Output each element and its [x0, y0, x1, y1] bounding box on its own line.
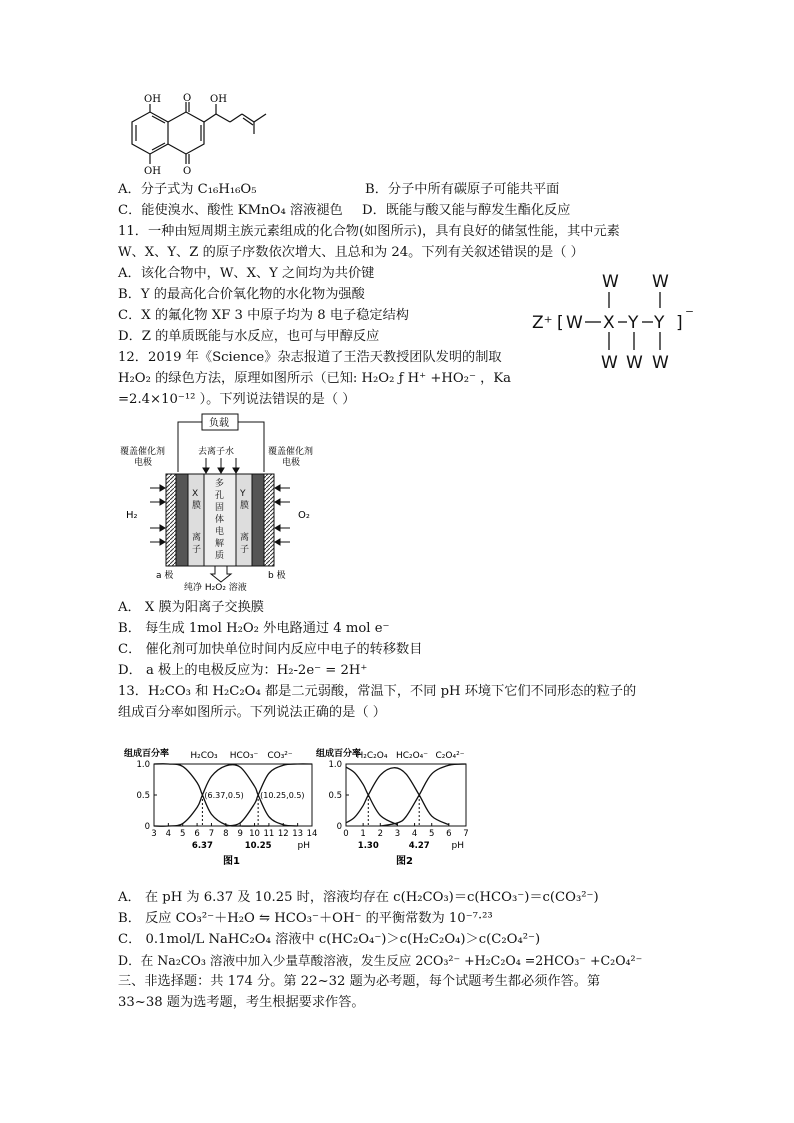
y-tick-label: 0.5 — [136, 791, 150, 801]
left-electrode-label: 覆盖催化剂 — [120, 447, 166, 457]
series-legend-label: C₂O₄²⁻ — [435, 751, 465, 761]
q12-option-a: A． X 膜为阳离子交换膜 — [118, 600, 264, 615]
pka-label: 1.30 — [357, 841, 379, 851]
a-pole-label: a 极 — [156, 571, 174, 581]
q11-option-b: B．Y 的最高化合价氧化物的水化物为强酸 — [118, 287, 365, 302]
x-tick-label: 8 — [223, 829, 229, 839]
q12-option-c: C． 催化剂可加快单位时间内反应中电子的转移数目 — [118, 642, 423, 657]
series-legend-label: H₂C₂O₄ — [356, 751, 388, 761]
w-atom: W — [566, 313, 583, 333]
point-annotation: (10.25,0.5) — [260, 791, 305, 800]
ion-label-left: 离 — [192, 533, 202, 543]
q12-stem-line3: =2.4×10⁻¹² ）。下列说法错误的是（ ） — [118, 392, 356, 407]
series-line — [346, 767, 397, 825]
section3-line2: 33~38 题为选考题，考生根据要求作答。 — [118, 995, 365, 1010]
x-membrane-label: X — [192, 489, 199, 499]
q13-option-a: A． 在 pH 为 6.37 及 10.25 时，溶液均存在 c(H₂CO₃)＝c(HCO₃⁻)＝c(CO₃²⁻) — [118, 890, 599, 905]
electrolyte-label: 固 — [215, 503, 225, 513]
y-tick-label: 1.0 — [136, 760, 150, 770]
electrolyte-label: 孔 — [215, 491, 225, 501]
left-electrode-label: 电极 — [134, 458, 153, 468]
q13-stem-line1: 13．H₂CO₃ 和 H₂C₂O₄ 都是二元弱酸，常温下，不同 pH 环境下它们不同形态的粒子的 — [118, 684, 637, 699]
q13-option-d: D．在 Na₂CO₃ 溶液中加入少量草酸溶液，发生反应 2CO₃²⁻ +H₂C₂O₄ =2HCO₃⁻ +C₂O₄²⁻ — [118, 953, 643, 968]
q12-option-b: B． 每生成 1mol H₂O₂ 外电路通过 4 mol e⁻ — [118, 621, 390, 636]
x-tick-label: 4 — [165, 829, 172, 839]
x-tick-label: 7 — [208, 829, 215, 839]
section3-line1: 三、非选择题：共 174 分。第 22~32 题为必考题，每个试题考生都必须作答。第 — [118, 974, 601, 989]
y-membrane-label: 膜 — [240, 501, 250, 511]
point-annotation: (6.37,0.5) — [204, 791, 244, 800]
chart-title: 图1 — [223, 856, 240, 867]
series-legend-label: HC₂O₄⁻ — [395, 751, 429, 761]
series-line — [380, 764, 466, 826]
x-tick-label: 6 — [194, 829, 200, 839]
y-axis-label: 组成百分率 — [124, 749, 170, 759]
x-tick-label: 10 — [249, 829, 260, 839]
x-tick-label: 14 — [306, 829, 318, 839]
naphthoquinone-structure — [120, 92, 270, 178]
b-pole-label: b 极 — [268, 571, 286, 581]
bracket-right: ] — [676, 313, 683, 333]
z-cation: Z⁺ — [532, 313, 553, 333]
electrolyte-label: 多 — [215, 479, 225, 489]
product-label: 纯净 H₂O₂ 溶液 — [184, 583, 247, 592]
charge-minus: ⁻ — [685, 305, 694, 325]
q10-option-c: C．能使溴水、酸性 KMnO₄ 溶液褪色 — [118, 203, 343, 218]
x-atom: X — [603, 313, 615, 333]
load-label: 负载 — [209, 418, 229, 429]
x-tick-label: 4 — [411, 829, 418, 839]
y-membrane-label: Y — [240, 489, 246, 499]
chart-figure-2 — [312, 732, 474, 877]
y-tick-label: 0 — [336, 822, 342, 832]
w-atom: W — [652, 353, 669, 373]
electrolyte-label: 解 — [215, 539, 225, 549]
oh-label: OH — [144, 94, 161, 105]
q12-stem-line2: H₂O₂ 的绿色方法，原理如图所示（已知: H₂O₂ ƒ H⁺ +HO₂⁻ ，Ka — [118, 371, 512, 386]
carbonyl-o-label: O — [183, 93, 192, 104]
q13-stem-line2: 组成百分率如图所示。下列说法正确的是（ ） — [118, 705, 386, 720]
x-tick-label: 2 — [377, 829, 383, 839]
bracket-left: [ — [557, 313, 564, 333]
x-tick-label: 1 — [360, 829, 366, 839]
electrolyte-label: 电 — [215, 527, 225, 537]
q11-stem-line2: W、X、Y、Z 的原子序数依次增大、且总和为 24。下列有关叙述错误的是（ ） — [118, 245, 584, 260]
electrolyte-label: 体 — [215, 515, 225, 525]
series-line — [346, 768, 449, 825]
oh-label: OH — [144, 166, 161, 177]
q10-option-d: D．既能与酸又能与醇发生酯化反应 — [362, 203, 571, 218]
q12-option-d: D． a 极上的电极反应为：H₂-2e⁻ = 2H⁺ — [118, 663, 368, 678]
q13-option-b: B． 反应 CO₃²⁻＋H₂O ⇋ HCO₃⁻＋OH⁻ 的平衡常数为 10⁻⁷·²³ — [118, 911, 493, 926]
y-atom: Y — [628, 313, 639, 333]
ion-label-right: 子 — [240, 545, 250, 555]
w-atom: W — [626, 353, 643, 373]
compound-structure-formula — [530, 270, 700, 374]
x-axis-label: pH — [451, 841, 464, 851]
x-tick-label: 6 — [446, 829, 452, 839]
w-atom: W — [601, 353, 618, 373]
pka-label: 6.37 — [191, 841, 213, 851]
h2-label: H₂ — [126, 510, 138, 521]
y-atom: Y — [654, 313, 665, 333]
x-membrane-label: 膜 — [192, 501, 202, 511]
electrolyte-label: 质 — [215, 551, 225, 561]
water-label: 去离子水 — [198, 447, 235, 457]
w-atom: W — [602, 272, 619, 292]
x-tick-label: 12 — [277, 829, 289, 839]
chart-figure-1 — [120, 732, 320, 877]
pka-label: 4.27 — [408, 841, 430, 851]
y-tick-label: 0 — [144, 822, 150, 832]
x-tick-label: 5 — [180, 829, 186, 839]
o2-label: O₂ — [298, 510, 310, 521]
q10-option-a: A．分子式为 C₁₆H₁₆O₅ — [118, 182, 257, 197]
q11-option-c: C．X 的氟化物 XF 3 中原子均为 8 电子稳定结构 — [118, 308, 409, 323]
right-electrode-label: 覆盖催化剂 — [268, 447, 314, 457]
q11-option-a: A．该化合物中，W、X、Y 之间均为共价键 — [118, 266, 375, 281]
w-atom: W — [652, 272, 669, 292]
x-tick-label: 3 — [394, 829, 401, 839]
x-tick-label: 9 — [237, 829, 243, 839]
ion-label-left: 子 — [192, 545, 202, 555]
carbonyl-o-label: O — [183, 166, 192, 177]
ion-label-right: 离 — [240, 533, 250, 543]
q12-stem-line1: 12．2019 年《Science》杂志报道了王浩天教授团队发明的制取 — [118, 350, 502, 365]
electrolysis-cell-diagram — [118, 412, 338, 592]
series-legend-label: HCO₃⁻ — [229, 751, 259, 761]
series-legend-label: H₂CO₃ — [190, 751, 218, 761]
y-tick-label: 1.0 — [328, 760, 342, 770]
q10-option-b: B．分子中所有碳原子可能共平面 — [365, 182, 560, 197]
y-axis-label: 组成百分率 — [316, 749, 362, 759]
right-electrode-label: 电极 — [282, 458, 301, 468]
x-tick-label: 3 — [151, 829, 157, 839]
oh-label: OH — [210, 94, 227, 105]
y-tick-label: 0.5 — [328, 791, 342, 801]
x-tick-label: 11 — [263, 829, 275, 839]
x-tick-label: 5 — [429, 829, 435, 839]
series-legend-label: CO₃²⁻ — [267, 751, 293, 761]
x-tick-label: 13 — [292, 829, 304, 839]
q11-stem-line1: 11．一种由短周期主族元素组成的化合物(如图所示)，具有良好的储氢性能，其中元素 — [118, 224, 620, 239]
x-axis-label: pH — [297, 841, 310, 851]
pka-label: 10.25 — [244, 841, 272, 851]
x-tick-label: 0 — [343, 829, 349, 839]
q13-option-c: C． 0.1mol/L NaHC₂O₄ 溶液中 c(HC₂O₄⁻)＞c(H₂C₂O₄)＞c(C₂O₄²⁻) — [118, 932, 541, 947]
x-tick-label: 7 — [463, 829, 469, 839]
q11-option-d: D．Z 的单质既能与水反应，也可与甲醇反应 — [118, 329, 380, 344]
chart-title: 图2 — [396, 856, 413, 867]
